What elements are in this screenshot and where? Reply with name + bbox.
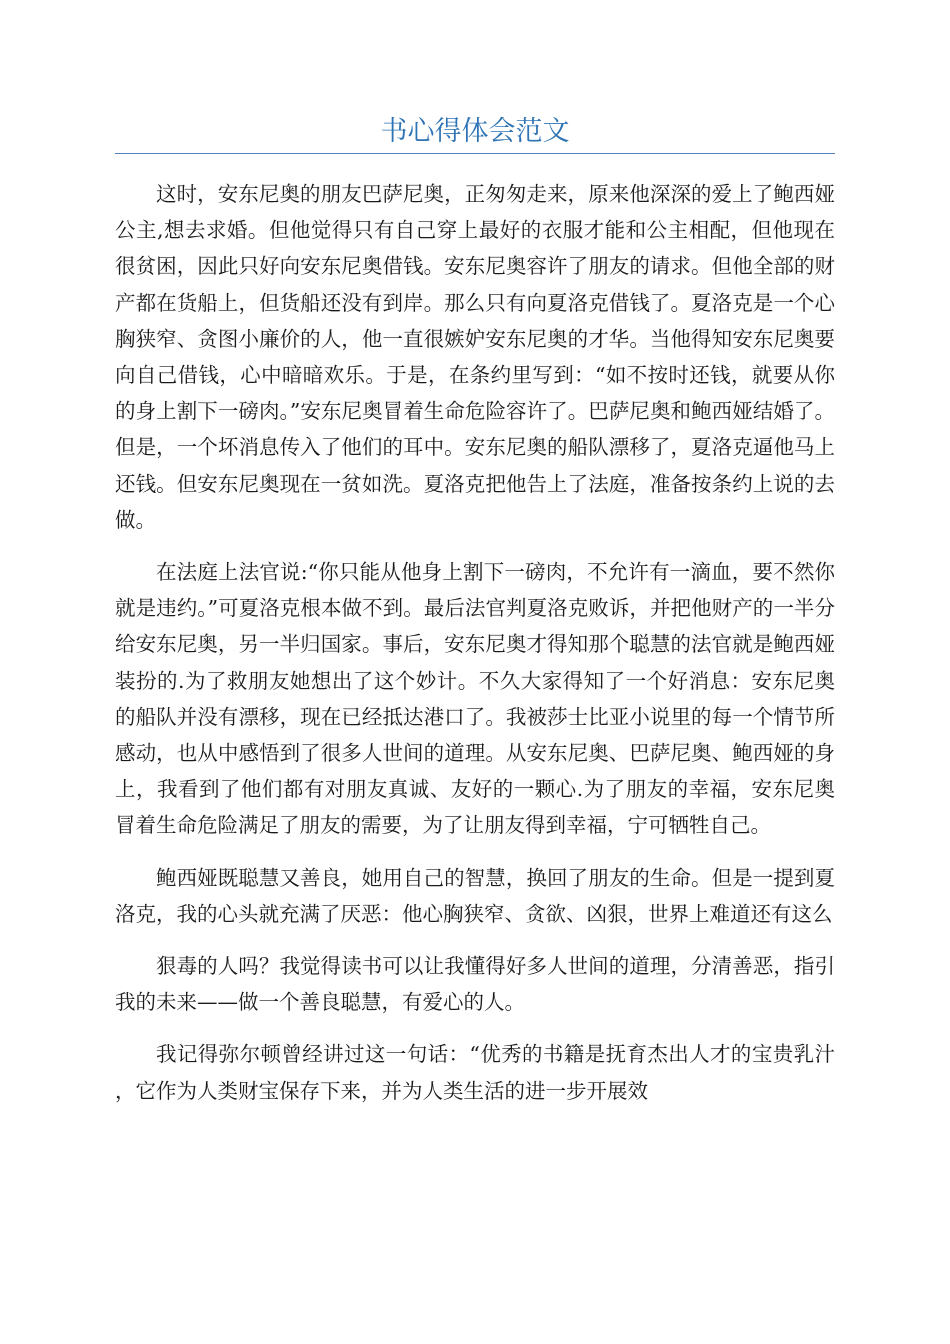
paragraph-5: 我记得弥尔顿曾经讲过这一句话：“优秀的书籍是抚育杰出人才的宝贵乳汁，它作为人类财宝保存下来，并为人类生活的进一步开展效 [115,1042,835,1103]
title-underline [115,153,835,154]
paragraph-3: 鲍西娅既聪慧又善良，她用自己的智慧，换回了朋友的生命。但是一提到夏洛克，我的心头就充满了厌恶：他心胸狭窄、贪欲、凶狠，世界上难道还有这么 [115,865,835,926]
paragraph-2: 在法庭上法官说:“你只能从他身上割下一磅肉，不允许有一滴血，要不然你就是违约。”可夏洛克根本做不到。最后法官判夏洛克败诉，并把他财产的一半分给安东尼奥，另一半归国家。事后，安东尼奥才得知那个聪慧的法官就是鲍西娅装扮的.为了救朋友她想出了这个妙计。不久大家得知了一个好消息：安东尼奥的船队并没有漂移，现在已经抵达港口了。我被莎士比亚小说里的每一个情节所感动，也从中感悟到了很多人世间的道理。从安东尼奥、巴萨尼奥、鲍西娅的身上，我看到了他们都有对朋友真诚、友好的一颗心.为了朋友的幸福，安东尼奥冒着生命危险满足了朋友的需要，为了让朋友得到幸福，宁可牺牲自己。 [115,560,835,838]
paragraph-1: 这时，安东尼奥的朋友巴萨尼奥，正匆匆走来，原来他深深的爱上了鲍西娅公主,想去求婚。但他觉得只有自己穿上最好的衣服才能和公主相配，但他现在很贫困，因此只好向安东尼奥借钱。安东尼奥容许了朋友的请求。但他全部的财产都在货船上，但货船还没有到岸。那么只有向夏洛克借钱了。夏洛克是一个心胸狭窄、贪图小廉价的人，他一直很嫉妒安东尼奥的才华。当他得知安东尼奥要向自己借钱，心中暗暗欢乐。于是，在条约里写到：“如不按时还钱，就要从你的身上割下一磅肉。”安东尼奥冒着生命危险容许了。巴萨尼奥和鲍西娅结婚了。但是，一个坏消息传入了他们的耳中。安东尼奥的船队漂移了，夏洛克逼他马上还钱。但安东尼奥现在一贫如洗。夏洛克把他告上了法庭，准备按条约上说的去做。 [115,182,835,532]
document-title: 书心得体会范文 [380,116,570,147]
document-body [115,176,835,1125]
paragraph-4: 狠毒的人吗？我觉得读书可以让我懂得好多人世间的道理，分清善恶，指引我的未来——做一个善良聪慧，有爱心的人。 [115,954,835,1015]
